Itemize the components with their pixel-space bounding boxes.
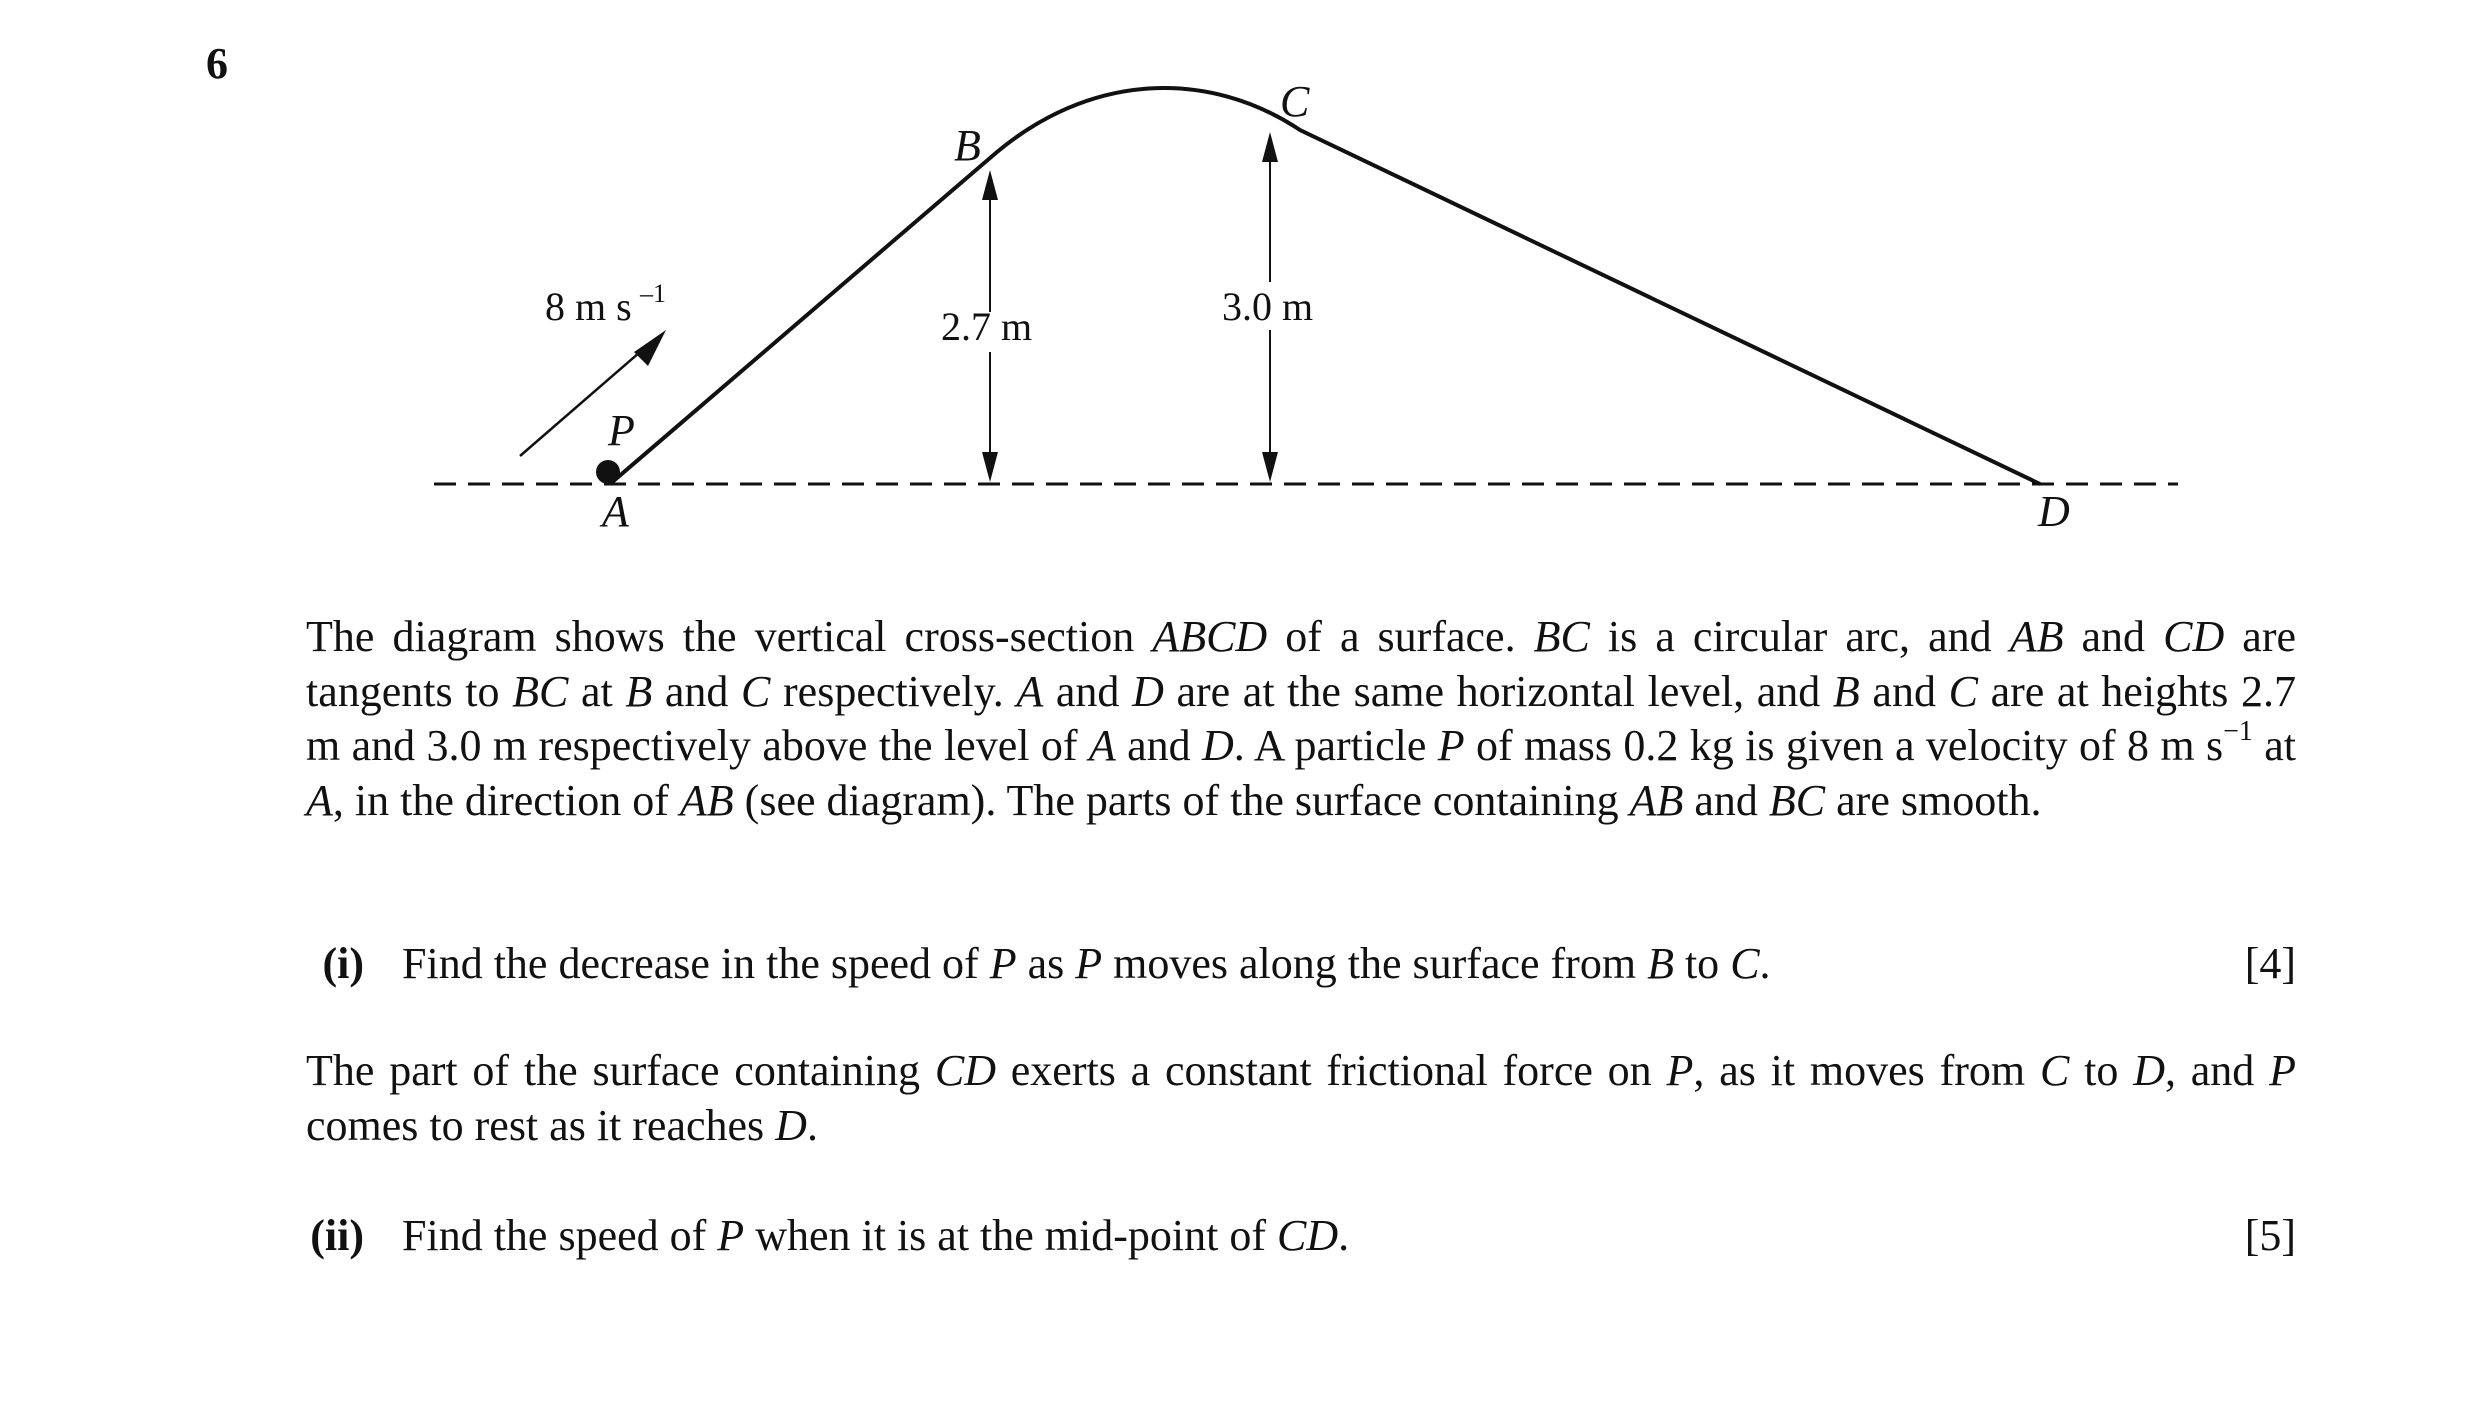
middle-text: . bbox=[806, 1100, 818, 1150]
intro-term: P bbox=[1437, 721, 1465, 770]
part-i bbox=[306, 936, 2296, 992]
part-i-term: P bbox=[1075, 939, 1103, 988]
intro-text: at bbox=[2252, 721, 2297, 770]
cross-section-diagram bbox=[0, 0, 2480, 580]
part-ii-text: Find the speed of bbox=[402, 1211, 718, 1260]
label-p: P bbox=[608, 406, 635, 455]
intro-exponent: −1 bbox=[2223, 716, 2253, 747]
intro-term: A bbox=[306, 775, 333, 825]
middle-term: D bbox=[775, 1100, 807, 1150]
middle-text: comes to rest as it reaches bbox=[306, 1100, 776, 1150]
middle-text: to bbox=[2069, 1046, 2134, 1095]
intro-term: ABCD bbox=[1152, 612, 1268, 661]
intro-text: and bbox=[1043, 666, 1133, 716]
part-i-text: moves along the surface from bbox=[1102, 939, 1648, 988]
part-ii-text: . bbox=[1338, 1211, 1350, 1260]
intro-term: B bbox=[625, 666, 653, 716]
intro-text: , in the direction of bbox=[332, 775, 680, 825]
intro-term: B bbox=[1832, 666, 1860, 716]
middle-term: CD bbox=[934, 1046, 996, 1095]
intro-text: (see diagram). The parts of the surface containing bbox=[733, 775, 1630, 825]
middle-term: P bbox=[2269, 1046, 2297, 1095]
question-number: 6 bbox=[206, 39, 228, 88]
intro-term: BC bbox=[512, 666, 569, 716]
part-i-marks: [4] bbox=[2244, 939, 2296, 988]
label-c: C bbox=[1280, 77, 1310, 126]
part-ii bbox=[306, 1208, 2296, 1264]
part-ii-marks: [5] bbox=[2244, 1211, 2296, 1260]
part-i-term: B bbox=[1647, 939, 1674, 988]
velocity-label: 8 m s bbox=[545, 284, 632, 329]
label-d: D bbox=[2038, 487, 2070, 536]
velocity-arrow-head bbox=[634, 330, 666, 366]
part-i-text: . bbox=[1759, 939, 1771, 988]
intro-text: are at heights 2.7 m and 3.0 m respectively above the level of bbox=[306, 666, 2297, 770]
height-label-b: 2.7 m bbox=[941, 304, 1033, 349]
intro-term: A bbox=[1016, 666, 1044, 716]
intro-term: C bbox=[741, 666, 771, 716]
intro-term: AB bbox=[1629, 775, 1684, 825]
intro-term: D bbox=[1202, 721, 1234, 770]
middle-text: The part of the surface containing bbox=[306, 1046, 935, 1095]
part-i-text: as bbox=[1016, 939, 1076, 988]
part-i-text: Find the decrease in the speed of bbox=[402, 939, 990, 988]
middle-term: P bbox=[1666, 1046, 1694, 1095]
height-arrow-b-head-up bbox=[982, 170, 998, 200]
height-arrow-c-head-up bbox=[1262, 132, 1278, 162]
intro-text: . A particle bbox=[1233, 721, 1438, 770]
velocity-label-exponent: –1 bbox=[640, 279, 666, 308]
intro-text: and bbox=[652, 666, 742, 716]
part-i-label: (i) bbox=[322, 939, 364, 988]
intro-term: BC bbox=[1533, 612, 1590, 661]
middle-term: D bbox=[2133, 1046, 2165, 1095]
intro-text: and bbox=[1859, 666, 1949, 716]
intro-text: and bbox=[1683, 775, 1769, 825]
intro-text: at bbox=[568, 666, 626, 716]
intro-term: BC bbox=[1768, 775, 1826, 825]
intro-text: respectively. bbox=[770, 666, 1017, 716]
part-i-question bbox=[402, 936, 1771, 992]
intro-term: D bbox=[1132, 666, 1164, 716]
part-i-term: P bbox=[989, 939, 1017, 988]
height-arrow-b-head-down bbox=[982, 452, 998, 482]
intro-term: CD bbox=[2163, 612, 2225, 661]
height-arrow-c-head-down bbox=[1262, 452, 1278, 482]
intro-term: A bbox=[1088, 721, 1116, 770]
part-ii-text: when it is at the mid-point of bbox=[744, 1211, 1277, 1260]
intro-text: are tangents to bbox=[306, 612, 2297, 716]
intro-text: are at the same horizontal level, and bbox=[1163, 666, 1833, 716]
intro-term: C bbox=[1948, 666, 1978, 716]
intro-text: The diagram shows the vertical cross-section bbox=[306, 612, 1153, 661]
intro-text: of a surface. bbox=[1267, 612, 1534, 661]
part-ii-label: (ii) bbox=[310, 1211, 364, 1260]
part-ii-term: P bbox=[717, 1211, 745, 1260]
part-i-term: C bbox=[1730, 939, 1760, 988]
surface-profile bbox=[610, 88, 2040, 484]
middle-text: , and bbox=[2164, 1046, 2270, 1095]
intro-text: and bbox=[2063, 612, 2164, 661]
middle-text: exerts a constant frictional force on bbox=[995, 1046, 1667, 1095]
middle-term: C bbox=[2039, 1046, 2070, 1095]
intro-text: are smooth. bbox=[1825, 775, 2042, 825]
intro-text: and bbox=[1115, 721, 1203, 770]
intro-term: AB bbox=[679, 775, 734, 825]
part-ii-question bbox=[402, 1208, 1349, 1264]
intro-text: is a circular arc, and bbox=[1589, 612, 2010, 661]
intro-text: of mass 0.2 kg is given a velocity of 8 m s bbox=[1464, 721, 2224, 770]
height-label-c: 3.0 m bbox=[1222, 284, 1314, 329]
label-a: A bbox=[602, 487, 629, 536]
middle-text: , as it moves from bbox=[1693, 1046, 2040, 1095]
middle-paragraph bbox=[306, 1044, 2296, 1153]
part-ii-term: CD bbox=[1277, 1211, 1339, 1260]
part-i-text: to bbox=[1673, 939, 1731, 988]
particle-p bbox=[596, 460, 620, 484]
intro-paragraph bbox=[306, 610, 2296, 828]
intro-term: AB bbox=[2009, 612, 2064, 661]
label-b: B bbox=[954, 121, 981, 170]
